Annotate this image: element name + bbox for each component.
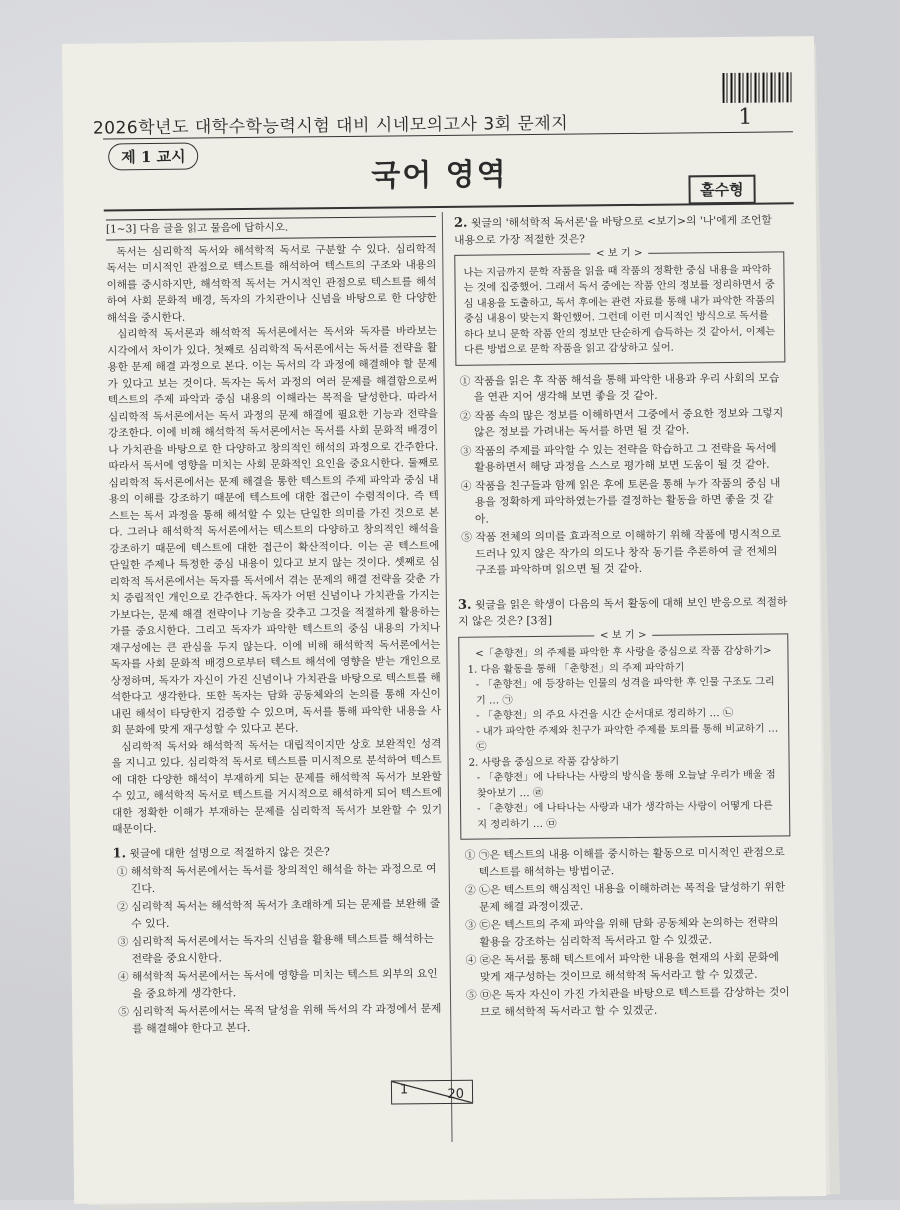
answer-option[interactable]: ⑤ ㉤은 독자 자신이 가진 가치관을 바탕으로 텍스트를 감상하는 것이므로 해석학적 독서라고 할 수 있겠군. xyxy=(465,985,790,1019)
answer-option[interactable]: ④ 작품을 친구들과 함께 읽은 후에 토론을 통해 누가 작품의 중심 내용을 정확하게 파악하였는가를 결정하는 활동을 하면 좋을 것 같아. xyxy=(460,475,781,526)
exam-title: 2026학년도 대학수학능력시험 대비 시네모의고사 3회 문제지 1 xyxy=(92,104,753,139)
answer-option[interactable]: ② 심리학적 독서는 해석학적 독서가 초래하게 되는 문제를 보완해 줄 수 있다. xyxy=(116,897,441,930)
paper-type-badge: 홀수형 xyxy=(688,175,756,205)
page-counter xyxy=(391,1080,473,1105)
session-label: 제 1 교시 xyxy=(108,143,199,171)
answer-option[interactable]: ⑤ 심리학적 독서론에서는 목적 달성을 위해 독서의 각 과정에서 문제를 해결해야 한다고 본다. xyxy=(118,1002,442,1035)
question-2 xyxy=(454,212,788,579)
bogi-line: - 「춘향전」에 나타나는 사랑의 방식을 통해 오늘날 우리가 배울 점 찾아보기 … ㉣ xyxy=(476,769,776,800)
passage-paragraph: 심리학적 독서론과 해석학적 독서론에서는 독서와 독자를 바라보는 시각에서 차이가 있다. 첫째로 심리학적 독서론에서는 독서를 전략을 활용한 문제 해결 과정으로 본다. 이는 독서의 각 과정에 해결해야 할 문제가 있다고 보는 것이다. 독자는 독서 과정의 여러 문제를 해결함으로써 텍스트의 주제 파악과 중심 내용의 이해라는 목적을 달성한다. 따라서 심리학적 독서론에서는 독서 과정의 문제 해결에 필요한 기능과 전략을 강조한다. 이에 비해 해석학적 독서론에서는 독서를 사회 문화적 배경이나 가치관을 바탕으로 한 다양하고 창의적인 해석의 과정으로 간주한다. 따라서 독서에 영향을 미치는 사회 문화적인 요인을 중요시한다. 둘째로 심리학적 독서론에서는 문제 해결을 통한 텍스트의 주제 파악과 중심 내용의 이해를 강조하기 때문에 텍스트에 대한 접근이 수렴적이다. 즉 텍스트는 독서 과정을 통해 해석할 수 있는 단일한 의미를 가진 것으로 본다. 그러나 해석학적 독서론에서는 텍스트의 다양하고 창의적인 해석을 강조하기 때문에 텍스트에 대한 접근이 확산적이다. 이는 곧 텍스트에 단일한 주제나 특정한 중심 내용이 있다고 보지 않는 것이다. 셋째로 심리학적 독서론에서는 독자를 독서에서 겪는 문제의 해결 전략을 갖춘 가치 중립적인 개인으로 간주한다. 독자가 어떤 신념이나 가치관을 가지는가보다는, 문제 해결 전략이나 기능을 갖추고 그것을 적절하게 활용하는가를 중요시한다. 그리고 독자가 파악한 텍스트의 중심 내용의 가치나 재구성에는 큰 관심을 두지 않는다. 이에 비해 해석학적 독서론에서는 독자를 사회 문화적 배경으로부터 텍스트 해석에 영향을 받는 개인으로 상정하며, 독자가 자신이 가진 신념이나 가치관을 바탕으로 텍스트를 해석한다고 생각한다. 또한 독자는 담화 공동체와의 논의를 통해 자신이 내린 해석이 타당한지 검증할 수 있으며, 독서를 통해 파악한 내용을 사회 문화에 맞게 재구성할 수 있다고 본다. xyxy=(107,325,442,737)
bogi-line: - 「춘향전」의 주요 사건을 시간 순서대로 정리하기 … ㉡ xyxy=(476,707,734,722)
bogi-box xyxy=(454,247,785,365)
question-1 xyxy=(112,842,444,1037)
total-pages: 20 xyxy=(447,1086,465,1102)
question-number: 1. xyxy=(112,845,127,861)
left-column xyxy=(106,216,445,1039)
question-stem: 윗글에 대한 설명으로 적절하지 않은 것은? xyxy=(129,844,330,860)
question-stem: 윗글의 '해석학적 독서론'을 바탕으로 <보기>의 '나'에게 조언할 내용으로 가장 적절한 것은? xyxy=(454,213,772,247)
passage-paragraph: 심리학적 독서와 해석학적 독서는 대립적이지만 상호 보완적인 성격을 지니고 있다. 심리학적 독서로 텍스트를 미시적으로 분석하여 텍스트에 대한 다양한 해석이 부재하게 되는 문제를 해석학적 독서가 보완할 수 있고, 해석학적 독서로 텍스트를 거시적으로 해석하게 되어 텍스트에 대한 정확한 이해가 부재하는 문제를 심리학적 독서가 보완할 수 있기 때문이다. xyxy=(111,737,443,836)
page-number: 1 xyxy=(738,104,753,130)
answer-option[interactable]: ① 해석학적 독서론에서는 독서를 창의적인 해석을 하는 과정으로 여긴다. xyxy=(116,862,437,895)
bogi-line: - 내가 파악한 주제와 친구가 파악한 주제를 토의를 통해 비교하기 … ㉢ xyxy=(476,722,779,753)
header-rule-thick xyxy=(104,202,794,211)
answer-option[interactable]: ④ 해석학적 독서론에서는 독서에 영향을 미치는 텍스트 외부의 요인을 중요하게 생각한다. xyxy=(117,967,438,1000)
question-number: 2. xyxy=(453,215,468,231)
bogi-line: - 「춘향전」에 등장하는 인물의 성격을 파악한 후 인물 구조도 그리기 … ㉠ xyxy=(475,676,775,707)
subject-title: 국어 영역 xyxy=(371,157,508,194)
current-page: 1 xyxy=(399,1082,409,1098)
question-3 xyxy=(458,594,792,1021)
answer-option[interactable]: ① 작품을 읽은 후 작품 해석을 통해 파악한 내용과 우리 사회의 모습을 연관 지어 생각해 보면 좋을 것 같아. xyxy=(459,370,780,404)
answer-option[interactable]: ④ ㉣은 독서를 통해 텍스트에서 파악한 내용을 현재의 사회 문화에 맞게 재구성하는 것이므로 해석학적 독서라고 할 수 있겠군. xyxy=(465,950,779,984)
answer-option[interactable]: ② ㉡은 텍스트의 핵심적인 내용을 이해하려는 목적을 달성하기 위한 문제 해결 과정이겠군. xyxy=(464,880,786,914)
right-column xyxy=(454,212,792,1022)
passage-paragraph: 독서는 심리학적 독서와 해석학적 독서로 구분할 수 있다. 심리학적 독서는 미시적인 관점으로 텍스트를 해석하여 텍스트의 구조와 내용의 이해를 중시하지만, 해석학적 독서는 거시적인 관점으로 텍스트를 해석하여 사회 문화적 배경, 독자의 가치관이나 신념을 바탕으로 한 다양한 해석을 중시한다. xyxy=(106,242,437,324)
exam-page xyxy=(62,36,826,1204)
bogi-line: 1. 다음 활동을 통해 「춘향전」의 주제 파악하기 xyxy=(467,661,685,676)
bogi-line: 2. 사랑을 중심으로 작품 감상하기 xyxy=(468,755,620,769)
question-number: 3. xyxy=(457,597,472,613)
bogi-title: < 보 기 > xyxy=(594,629,653,641)
barcode xyxy=(722,72,792,103)
bogi-title: < 보 기 > xyxy=(590,248,649,260)
answer-option[interactable]: ③ 심리학적 독서론에서는 독자의 신념을 활용해 텍스트를 해석하는 전략을 중요시한다. xyxy=(117,932,434,965)
question-stem: 윗글을 읽은 학생이 다음의 독서 활동에 대해 보인 반응으로 적절하지 않은 것은? [3점] xyxy=(458,594,788,628)
answer-option[interactable]: ③ 작품의 주제를 파악할 수 있는 전략을 학습하고 그 전략을 독서에 활용하면서 해당 과정을 스스로 평가해 보면 도움이 될 것 같아. xyxy=(460,440,777,474)
bogi-line: - 「춘향전」에 나타나는 사랑과 내가 생각하는 사랑이 어떻게 다른지 정리하기 … ㉤ xyxy=(476,800,773,831)
answer-option[interactable]: ② 작품 속의 많은 정보를 이해하면서 그중에서 중요한 정보와 그렇지 않은 정보를 가려내는 독서를 하면 될 것 같아. xyxy=(459,405,784,439)
instruction: [1~3] 다음 글을 읽고 물음에 답하시오. xyxy=(106,216,436,240)
bogi-text: 나는 지금까지 문학 작품을 읽을 때 작품의 정확한 중심 내용을 파악하는 것에 집중했어. 그래서 독서 중에는 작품 안의 정보를 정리하면서 중심 내용을 도출하고, 독서 후에는 관련 자료를 통해 내가 파악한 작품의 중심 내용이 맞는지 확인했어. 그런데 이런 미시적인 방식으로 독서를 하다 보니 문학 작품 안의 정보만 단순하게 습득하는 것 같아서, 이제는 다른 방법으로 문학 작품을 읽고 감상하고 싶어. xyxy=(463,264,776,356)
bogi-heading: <「춘향전」의 주제를 파악한 후 사랑을 중심으로 작품 감상하기> xyxy=(475,645,772,660)
answer-option[interactable]: ③ ㉢은 텍스트의 주제 파악을 위해 담화 공동체와 논의하는 전략의 활용을 강조하는 심리학적 독서라고 할 수 있겠군. xyxy=(465,915,779,949)
bogi-box xyxy=(458,629,790,840)
reading-passage xyxy=(106,241,442,838)
answer-option[interactable]: ① ㉠은 텍스트의 내용 이해를 중시하는 활동으로 미시적인 관점으로 텍스트를 해석하는 방법이군. xyxy=(464,845,785,879)
answer-option[interactable]: ⑤ 작품 전체의 의미를 효과적으로 이해하기 위해 작품에 명시적으로 드러나 있지 않은 작가의 의도나 창작 동기를 추론하여 글 전체의 구조를 파악하며 읽으면 될 것 같아. xyxy=(461,527,782,577)
